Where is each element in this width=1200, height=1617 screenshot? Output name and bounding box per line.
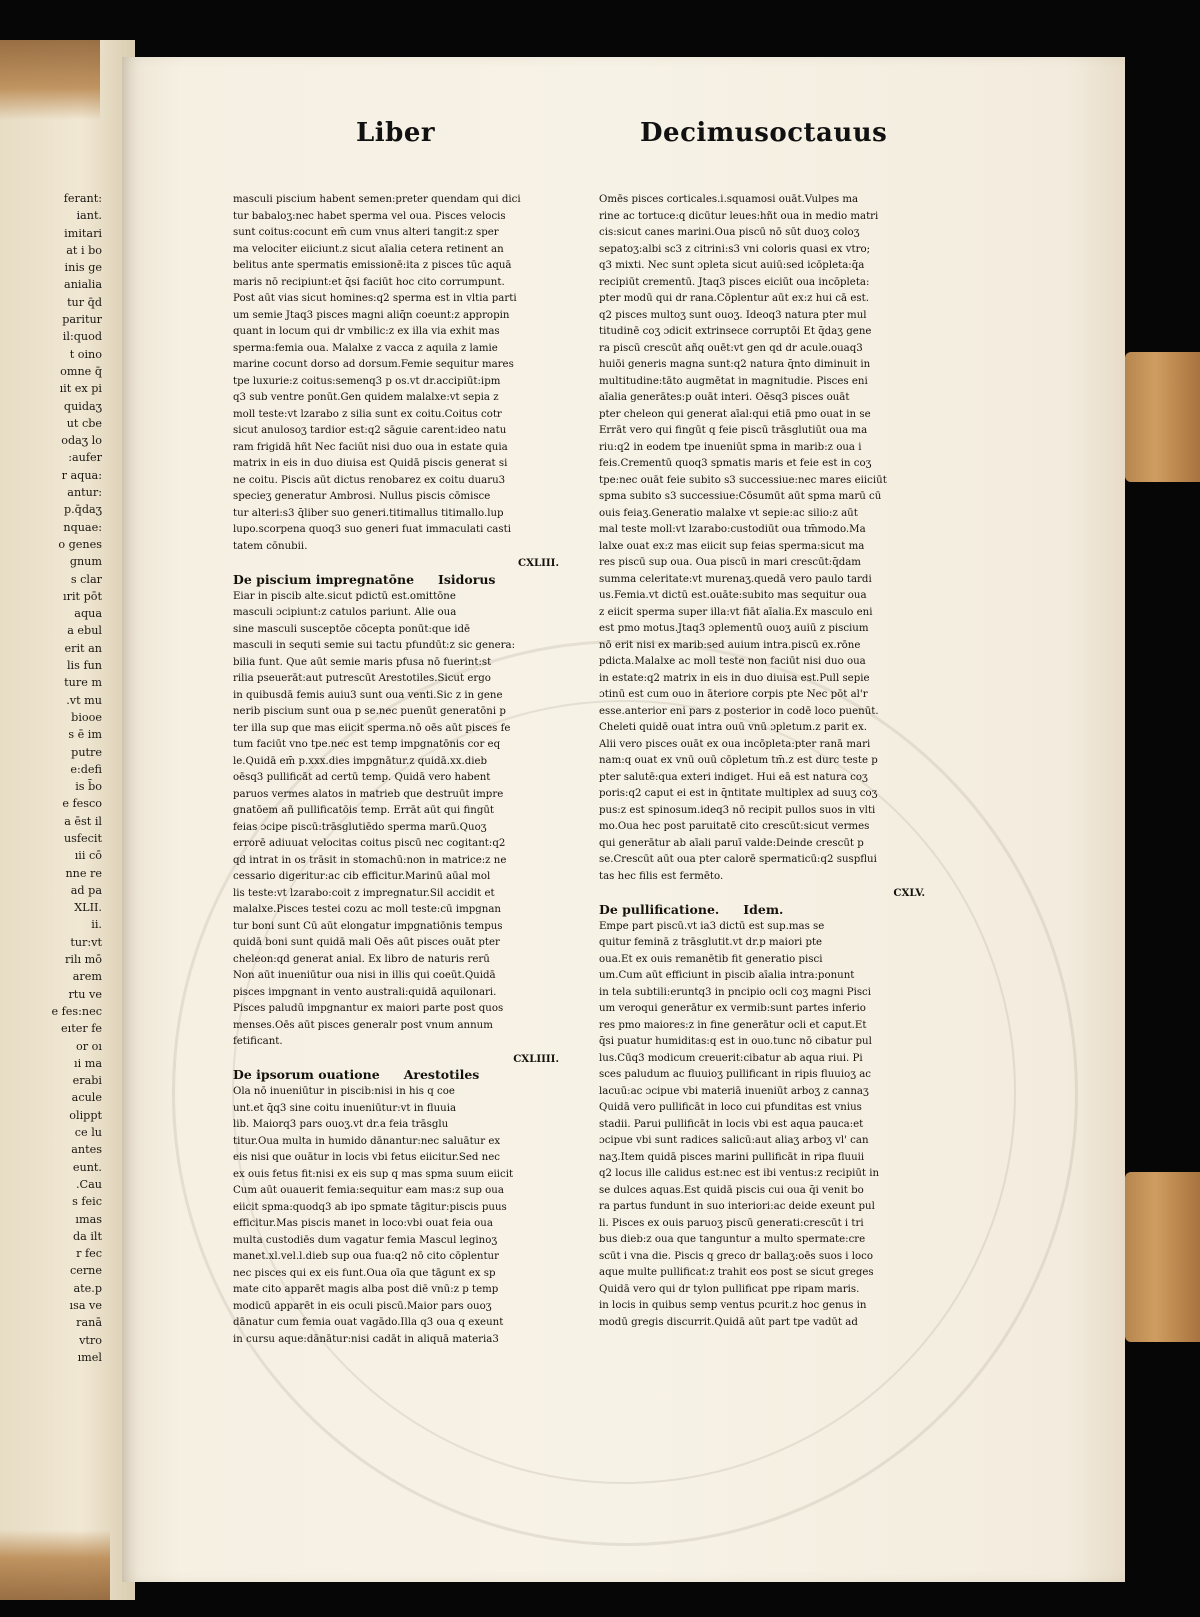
text-line: ne coitu. Piscis aūt dictus renobarez ex coitu duaru3	[233, 474, 506, 486]
facing-page-line: s ē im	[68, 728, 102, 742]
text-line: q̄si puatur humiditas:q est in ouo.tunc nō cibatur pul	[599, 1036, 872, 1047]
text-line: ra partus fundunt in suo interiori:ac deide exeunt pul	[599, 1201, 875, 1212]
facing-page	[0, 40, 135, 1600]
text-line: sepatoʒ:albi sc3 z citrini:s3 vni coloris quasi ex vtro;	[599, 243, 871, 255]
text-line: mate cito apparēt magis alba post diē vnū:z p temp	[233, 1284, 499, 1295]
facing-page-line: ırit pōt	[63, 589, 102, 603]
facing-page-line: ımel	[77, 1350, 102, 1364]
text-line: tpe luxurie:z coitus:semenq3 p os.vt dr.accipiūt:ipm	[233, 375, 501, 387]
facing-page-line: eunt.	[72, 1160, 102, 1174]
facing-page-line: ıi ma	[74, 1056, 102, 1070]
text-line: huiōi generis magna sunt:q2 natura q̄nto diminuit in	[599, 359, 871, 370]
text-line: stadii. Parui pullificāt in locis vbi est aqua pauca:et	[599, 1118, 864, 1130]
text-line: Omēs pisces corticales.i.squamosi ouāt.Vulpes ma	[599, 194, 859, 205]
facing-page-line: da ilt	[72, 1229, 102, 1243]
text-line: aīalia generātes:p ouāt interi. Oēsq3 pisces ouāt	[599, 392, 850, 403]
text-line: q3 sub ventre ponūt.Gen quidem malalxe:vt sepia z	[233, 392, 499, 403]
text-line: le.Quidā em̄ p.xxx.dies impgnātur.z quidā.xx.dieb	[233, 755, 488, 767]
chapter-number: CXLIII.	[517, 557, 559, 569]
text-line: se dulces aquas.Est quidā piscis cui oua q̄i venit bo	[599, 1184, 864, 1196]
facing-page-line: odaʒ lo	[61, 434, 102, 448]
text-line: pdicta.Malalxe ac moll teste non faciūt nisi duo oua	[599, 656, 866, 667]
text-line: bilia funt. Que aūt semie maris pfusa nō fuerint:st	[233, 656, 492, 668]
text-line: Non aūt inueniūtur oua nisi in illis qui coeūt.Quidā	[233, 970, 496, 981]
text-line: pisces impgnant in vento australi:quidā aquilonari.	[233, 986, 497, 998]
text-line: malalxe.Pisces testei cozu ac moll teste:cū impgnan	[233, 904, 501, 915]
text-line: paruos vermes alatos in matrieb que destruūt impre	[233, 788, 504, 800]
text-line: tur boni sunt Cū aūt elongatur impgnatiōnis tempus	[233, 920, 503, 932]
text-line: um veroqui generātur ex vermib:sunt partes inferio	[599, 1003, 866, 1014]
facing-page-line: tur q̄d	[67, 295, 102, 309]
text-line: um semie Jtaq3 pisces magni aliq̄n coeunt:z appropin	[233, 309, 510, 321]
text-line: mal teste moll:vt lzarabo:custodiūt oua tm̄modo.Ma	[599, 524, 866, 535]
facing-page-line: ad pa	[70, 883, 102, 897]
text-line: mo.Oua hec post paruitatē cito crescūt:sicut vermes	[599, 821, 870, 832]
text-line: titudinē coʒ ɔdicit extrinsece corruptōi Et q̄daʒ gene	[599, 326, 872, 337]
text-line: quidā boni sunt quidā mali Oēs aūt pisces ouāt pter	[233, 937, 500, 948]
facing-page-line: usfecit	[63, 831, 102, 845]
binding-wear-bottom	[0, 1530, 110, 1600]
facing-page-line: putre	[71, 745, 102, 759]
facing-page-line: ate.p	[73, 1281, 102, 1295]
text-line: est pmo motus.Jtaq3 ɔplementū ouoʒ auiū z piscium	[599, 623, 869, 634]
text-line: in tela subtili:eruntq3 in pncipio ocli coʒ magni Pisci	[599, 986, 872, 998]
facing-page-line: ut cbe	[66, 416, 102, 430]
text-line: nam:q ouat ex vnū ouū cōpletum tm̄.z est durc teste p	[599, 755, 878, 766]
facing-page-line: r fec	[76, 1247, 102, 1261]
text-line: errorē adiuuat velocitas coitus piscū nec cogitant:q2	[233, 838, 506, 849]
facing-page-line: r aqua:	[61, 468, 102, 482]
facing-page-line: ısa ve	[69, 1299, 102, 1312]
facing-page-line: or oı	[76, 1039, 102, 1053]
text-line: fetificant.	[233, 1036, 283, 1047]
text-column-right	[599, 192, 929, 1331]
text-line: quitur feminā z trāsglutit.vt dr.p maiori pte	[599, 937, 823, 948]
text-line: esse.anterior eni pars z posterior in codē loco puenūt.	[599, 705, 879, 717]
facing-page-line: iant.	[76, 209, 102, 223]
text-line: masculi in sequti semie sui tactu pfundūt:z sic genera:	[233, 640, 516, 651]
text-line: tur alteri:s3 q̄liber suo generi.titimallus titimallo.lup	[233, 507, 504, 519]
text-line: Pisces paludū impgnantur ex maiori parte post quos	[233, 1003, 504, 1014]
text-line: nerib piscium sunt oua p se.nec puenūt generatōni p	[233, 706, 506, 717]
chapter-title: De ipsorum ouatione	[233, 1067, 380, 1082]
text-line: dānatur cum femia ouat vagādo.Illa q3 oua q exeunt	[233, 1317, 504, 1328]
facing-page-line: e fesco	[62, 797, 102, 811]
text-line: ra piscū crescūt añq ouēt:vt gen qd dr acule.ouaq3	[599, 342, 863, 354]
facing-page-line: ferant:	[63, 192, 102, 205]
text-line: feis.Crementū quoq3 spmatis maris et feie est in coʒ	[599, 458, 872, 469]
text-line: lalxe ouat ex:z mas eiicit sup feias sperma:sicut ma	[599, 540, 865, 552]
facing-page-line: rtu ve	[68, 987, 102, 1001]
text-line: efficitur.Mas piscis manet in loco:vbi ouat feia oua	[233, 1218, 493, 1229]
text-line: ouis feiaʒ.Generatio malalxe vt sepie:ac silio:z aūt	[599, 507, 858, 519]
text-line: feias ɔcipe piscū:trāsglutiēdo sperma marū.Quoʒ	[233, 821, 487, 833]
facing-page-line: ture m	[64, 676, 102, 690]
text-line: Alii vero pisces ouāt ex oua incōpleta:pter ranā mari	[599, 738, 871, 750]
facing-page-line: olippt	[69, 1108, 102, 1122]
text-line: sunt coitus:cocunt em̄ cum vnus alteri tangit:z sper	[233, 227, 499, 238]
text-line: q2 pisces multoʒ sunt ouoʒ. Ideoq3 natura pter mul	[599, 309, 867, 321]
text-line: lupo.scorpena quoq3 suo generi fuat immaculati casti	[233, 524, 511, 535]
facing-page-line: vtro	[79, 1333, 102, 1347]
text-line: res piscū sup oua. Oua piscū in mari crescūt:q̄dam	[599, 557, 861, 568]
facing-page-text	[0, 190, 102, 1366]
facing-page-line: erit an	[64, 641, 102, 655]
binding-wear	[0, 40, 100, 120]
text-line: gnatōem añ pullificatōis temp. Errāt aūt qui fingūt	[233, 805, 495, 816]
facing-page-line: eıter fe	[61, 1022, 102, 1036]
text-line: ter illa sup que mas eiicit sperma.nō oēs aūt pisces fe	[233, 722, 511, 734]
text-line: moll teste:vt lzarabo z silia sunt ex coitu.Coitus cotr	[233, 408, 502, 420]
facing-page-line: il:quod	[62, 330, 102, 344]
text-line: rine ac tortuce:q dicūtur leues:hñt oua in medio matri	[599, 210, 879, 222]
text-line: tas hec filis est fermēto.	[599, 870, 724, 882]
text-line: ex ouis fetus fit:nisi ex eis sup q mas spma suum eiicit	[233, 1168, 514, 1180]
text-line: pus:z est spinosum.ideq3 nō recipit pullos suos in vlti	[599, 804, 876, 816]
text-line: specieʒ generatur Ambrosi. Nullus piscis cōmisce	[233, 491, 491, 502]
text-line: quant in locum qui dr vmbilic:z ex illa via exhit mas	[233, 326, 500, 337]
text-line: naʒ.Item quidā pisces marini pullificāt in ripa fluuii	[599, 1151, 865, 1163]
text-line: scūt i vna die. Piscis q greco dr ballaʒ:oēs suos i loco	[599, 1250, 874, 1262]
text-line: in quibusdā femis auiu3 sunt oua venti.Sic z in gene	[233, 689, 503, 701]
text-line: us.Femia.vt dictū est.ouāte:subito mas sequitur oua	[599, 590, 867, 601]
facing-page-line: acule	[71, 1091, 102, 1105]
text-line: pter cheleon qui generat aīal:qui etiā pmo ouat in se	[599, 408, 871, 420]
facing-page-line: ranā	[76, 1316, 102, 1330]
facing-page-line: arem	[72, 970, 102, 984]
text-line: z eiicit sperma super illa:vt fiāt aīalia.Ex masculo eni	[599, 606, 873, 618]
chapter-number: CXLIIII.	[513, 1052, 559, 1065]
facing-page-line: tur:vt	[70, 935, 102, 949]
facing-page-line: aqua	[74, 607, 102, 621]
chapter-source: Arestotiles	[403, 1067, 480, 1082]
text-line: riu:q2 in eodem tpe inueniūt spma in marib:z oua i	[599, 441, 862, 453]
text-line: maris nō recipiunt:et q̄si faciūt hoc cito corrumpunt.	[233, 276, 505, 288]
facing-page-line: ii.	[91, 918, 102, 932]
facing-page-line: a ēst il	[64, 814, 102, 828]
running-head-left: Liber	[356, 118, 436, 148]
text-line: oēsq3 pullificāt ad certū temp. Quidā vero habent	[233, 772, 491, 783]
text-line: poris:q2 caput ei est in q̄ntitate multiplex ad suuʒ coʒ	[599, 788, 878, 799]
text-line: Cheleti quidē ouat intra ouū vnū ɔpletum.z parit ex.	[599, 722, 867, 733]
text-line: sperma:femia oua. Malalxe z vacca z aquila z lamie	[233, 342, 498, 354]
facing-page-line: is b̄o	[75, 780, 102, 794]
text-line: tpe:nec ouāt feie subito s3 successiue:nec mares eiiciūt	[599, 474, 887, 486]
text-line: masculi piscium habent semen:preter quendam qui dici	[233, 194, 521, 205]
facing-page-line: :aufer	[68, 451, 102, 465]
text-line: lib. Maiorq3 pars ouoʒ.vt dr.a feia trāsglu	[233, 1119, 449, 1130]
chapter-heading	[233, 572, 563, 589]
text-line: bus dieb:z oua que tanguntur a multo spermate:cre	[599, 1234, 866, 1245]
text-line: lacuū:ac ɔcipue vbi materiā inueniūt arboʒ z cannaʒ	[599, 1085, 869, 1097]
chapter-number: CXLV.	[893, 887, 925, 899]
facing-page-line: .Cau	[76, 1177, 102, 1191]
facing-page-line: .vt mu	[66, 693, 102, 707]
chapter-heading	[233, 1067, 563, 1084]
text-line: Quidā vero pullificāt in loco cui pfunditas est vnius	[599, 1102, 862, 1113]
facing-page-line: cerne	[69, 1264, 102, 1278]
text-line: Empe part piscū.vt ia3 dictū est sup.mas se	[599, 920, 825, 932]
text-line: q2 locus ille calidus est:nec est ibi ventus:z recipiūt in	[599, 1168, 880, 1179]
text-line: Post aūt vias sicut homines:q2 sperma est in vltia parti	[233, 293, 517, 304]
clasp-strap-bottom	[1125, 1172, 1200, 1342]
facing-page-line: erabi	[72, 1074, 102, 1088]
text-line: ma velociter eiiciunt.z sicut aīalia cetera retinent an	[233, 243, 504, 255]
text-line: matrix in eis in duo diuisa est Quidā piscis generat si	[233, 458, 508, 469]
text-line: menses.Oēs aūt pisces generalr post vnum annum	[233, 1019, 493, 1031]
text-line: modū gregis discurrit.Quidā aūt part tpe vadūt ad	[599, 1316, 858, 1328]
text-line: cheleon:qd generat anial. Ex libro de naturis rerū	[233, 953, 490, 965]
facing-page-line: nquae:	[63, 520, 102, 534]
text-line: eiicit spma:quodq3 ab ipo spmate tāgitur:piscis puus	[233, 1201, 507, 1213]
text-line: unt.et q̄q3 sine coitu inueniūtur:vt in fluuia	[233, 1102, 457, 1114]
text-line: Ola nō inueniūtur in piscib:nisi in his q coe	[233, 1086, 455, 1097]
text-line: titur.Oua multa in humido dānantur:nec saluātur ex	[233, 1135, 501, 1147]
text-line: in estate:q2 matrix in eis in duo diuisa est.Pull sepie	[599, 672, 870, 684]
facing-page-line: quidaʒ	[63, 399, 102, 413]
clasp-strap-top	[1125, 352, 1200, 482]
text-line: Eiar in piscib alte.sicut pdictū est.omittōne	[233, 590, 456, 602]
chapter-title: De piscium impregnatōne	[233, 571, 415, 587]
facing-page-line: ıit ex pi	[59, 382, 102, 396]
text-line: Quidā vero qui dr tylon pullificat ppe ripam maris.	[599, 1283, 860, 1295]
facing-page-line: ımas	[75, 1212, 102, 1226]
text-line: marine cocunt dorso ad dorsum.Femie sequitur mares	[233, 359, 514, 370]
text-line: Cum aūt ouauerit femia:sequitur eam mas:z sup oua	[233, 1185, 504, 1196]
chapter-source: Isidorus	[438, 571, 496, 587]
facing-page-line: at i bo	[66, 243, 102, 257]
facing-page-line: ıii cō	[74, 849, 102, 863]
text-line: ɔcipue vbi sunt radices salicū:aut aliaʒ arboʒ vl' can	[599, 1135, 869, 1146]
text-line: oua.Et ex ouis remanētib fit generatio pisci	[599, 953, 823, 965]
text-line: in locis in quibus semp ventus pcurit.z hoc genus in	[599, 1300, 867, 1311]
text-line: eis nisi que ouātur in locis vbi fetus eiicitur.Sed nec	[233, 1152, 500, 1163]
text-line: multitudine:tāto augmētat in magnitudie. Pisces eni	[599, 375, 868, 387]
text-line: q3 mixti. Nec sunt ɔpleta sicut auiū:sed icōpleta:q̄a	[599, 260, 865, 271]
text-line: qui generātur ab aīali paruī valde:Deinde crescūt p	[599, 837, 864, 849]
text-line: nec pisces qui ex eis funt.Oua oīa que tāgunt ex sp	[233, 1267, 496, 1279]
text-line: lis teste:vt lzarabo:coit z impregnatur.Sil accidit et	[233, 887, 495, 899]
facing-page-line: ce lu	[74, 1126, 102, 1140]
text-line: recipiūt crementū. Jtaq3 pisces eiciūt oua incōpleta:	[599, 276, 870, 288]
facing-page-line: t oino	[69, 347, 102, 361]
text-line: rilia pseuerāt:aut putrescūt Arestotiles.Sicut ergo	[233, 673, 491, 684]
facing-page-line: e fes:nec	[51, 1004, 102, 1018]
text-line: ram frigidā hñt Nec faciūt nisi duo oua in estate quia	[233, 441, 508, 453]
facing-page-line: anialia	[64, 278, 102, 292]
text-line: belitus ante spermatis emissionē:ita z pisces tūc aquā	[233, 260, 512, 271]
facing-page-line: imitari	[64, 226, 102, 240]
text-column-left	[233, 192, 563, 1348]
facing-page-line: rilı mō	[65, 953, 102, 967]
text-line: Errāt vero qui fingūt q feie piscū trāsglutiūt oua ma	[599, 425, 868, 436]
text-line: cessario digeritur:ac cib efficitur.Marinū aūal mol	[233, 871, 491, 882]
chapter-source: Idem.	[743, 901, 784, 917]
running-head-right: Decimusoctauus	[640, 118, 888, 148]
text-line: in cursu aque:dānātur:nisi cadāt in aliquā materia3	[233, 1333, 499, 1345]
chapter-heading	[599, 902, 929, 919]
facing-page-line: omne q̄	[60, 364, 102, 378]
text-line: tatem cōnubii.	[233, 540, 308, 552]
facing-page-line: s feic	[72, 1195, 102, 1209]
facing-page-line: gnum	[69, 555, 102, 569]
facing-page-line: o genes	[58, 537, 102, 551]
text-line: um.Cum aūt efficiunt in piscib aīalia intra:ponunt	[599, 970, 855, 981]
text-line: pter salutē:qua exteri indiget. Hui eā est natura coʒ	[599, 771, 868, 783]
text-line: res pmo maiores:z in fine generātur ocli et caput.Et	[599, 1019, 867, 1031]
text-line: pter modū qui dr rana.Cōplentur aūt ex:z hui cā est.	[599, 293, 869, 304]
text-line: li. Pisces ex ouis paruoʒ piscū generati:crescūt i tri	[599, 1217, 864, 1229]
text-line: manet.xl.vel.l.dieb sup oua fua:q2 nō cito cōplentur	[233, 1251, 499, 1262]
text-line: sces paludum ac fluuioʒ pullificant in ripis fluuioʒ ac	[599, 1069, 871, 1080]
facing-page-line: e:defi	[70, 762, 102, 776]
facing-page-line: p.q̄daʒ	[63, 503, 102, 517]
facing-page-line: a ebul	[67, 624, 102, 638]
text-line: sicut anulosoʒ tardior est:q2 sāguie carent:ideo natu	[233, 425, 507, 436]
text-line: lus.Cūq3 modicum creuerit:cibatur ab aqua riui. Pi	[599, 1052, 863, 1064]
facing-page-line: antur:	[67, 486, 102, 500]
text-line: sine masculi susceptōe cōcepta ponūt:que idē	[233, 623, 471, 635]
facing-page-line: XLII.	[74, 901, 102, 915]
text-line: aque multe pullificat:z trahit eos post se sicut greges	[599, 1267, 874, 1278]
text-line: summa celeritate:vt murenaʒ.quedā vero paulo tardi	[599, 573, 872, 585]
text-line: masculi ɔcipiunt:z catulos pariunt. Alie oua	[233, 607, 457, 618]
text-line: se.Crescūt aūt oua pter calorē spermaticū:q2 suspflui	[599, 854, 877, 865]
facing-page-line: paritur	[62, 313, 102, 327]
text-line: qd intrat in os trāsit in stomachū:non in matrice:z ne	[233, 854, 507, 866]
text-line: tum faciūt vno tpe.nec est temp impgnatōnis cor eq	[233, 739, 501, 750]
chapter-title: De pullificatione.	[599, 901, 720, 917]
facing-page-line: s clar	[70, 572, 102, 586]
text-line: spma subito s3 successiue:Cōsumūt aūt spma marū cū	[599, 491, 882, 502]
text-line: modicū apparēt in eis oculi piscū.Maior pars ouoʒ	[233, 1300, 492, 1312]
facing-page-line: inis ge	[64, 261, 102, 275]
facing-page-line: biooe	[71, 710, 102, 724]
text-line: multa custodiēs dum vagatur femia Mascul leginoʒ	[233, 1234, 498, 1246]
facing-page-line: nne re	[65, 866, 102, 880]
text-line: tur babaloʒ:nec habet sperma vel oua. Pisces velocis	[233, 210, 506, 222]
text-line: ɔtinū est cum ouo in āteriore corpis pte Nec pōt al'r	[599, 689, 868, 700]
text-line: nō erit nisi ex marib:sed auium intra.piscū ex.rōne	[599, 639, 861, 651]
facing-page-line: antes	[71, 1143, 102, 1157]
text-line: cis:sicut canes marini.Oua piscū nō sūt duoʒ coloʒ	[599, 227, 860, 238]
facing-page-line: lis fun	[66, 659, 102, 673]
